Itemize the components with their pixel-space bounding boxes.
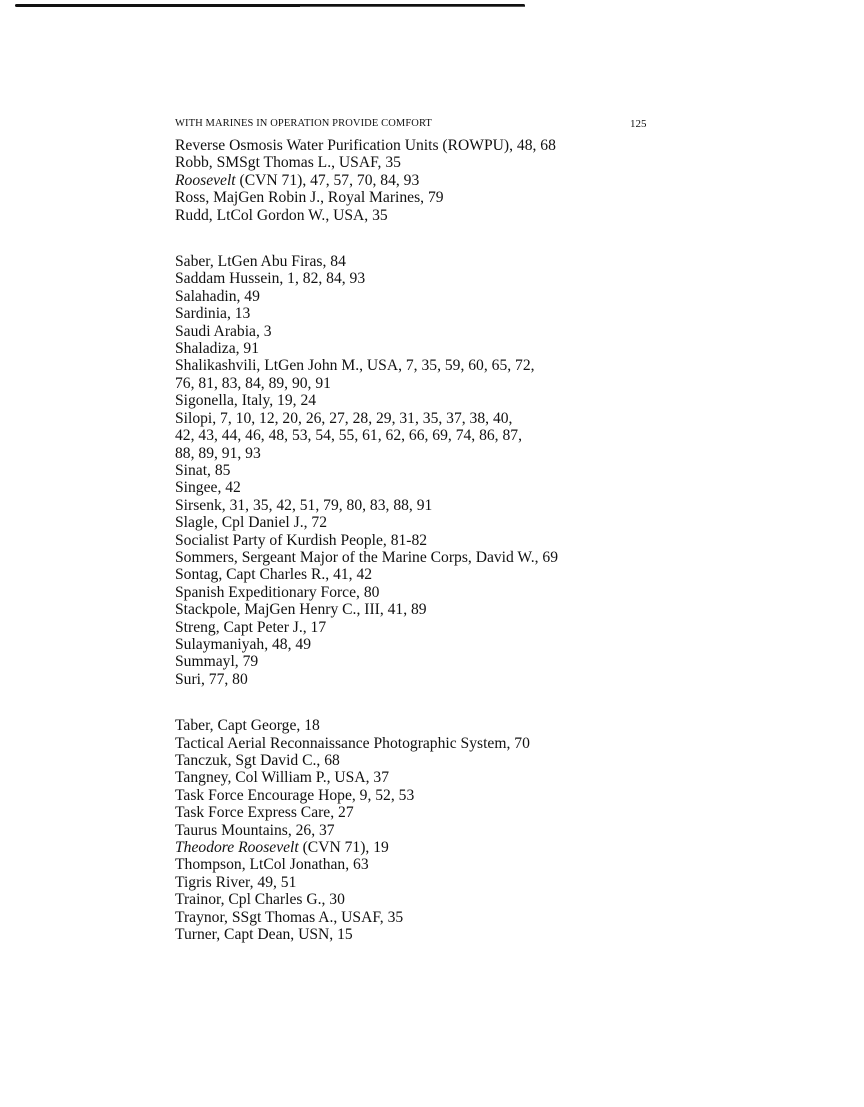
index-entry-line: [175, 253, 735, 271]
index-entry-line: [175, 635, 735, 653]
entry-text: Shaladiza, 91: [175, 340, 260, 358]
index-entry: [175, 717, 735, 734]
index-entry-line: [175, 270, 735, 288]
entry-text: Saudi Arabia, 3: [175, 322, 272, 340]
index-entry-line: [175, 340, 735, 358]
index-entry: [175, 357, 735, 392]
index-entry-line: [175, 566, 735, 584]
index-entry-line: [175, 734, 735, 752]
entry-text: 76, 81, 83, 84, 89, 90, 91: [175, 374, 331, 392]
index-entry-line: [175, 717, 735, 735]
italic-title: Theodore Roosevelt: [175, 839, 299, 857]
index-entry: [175, 804, 735, 821]
index-entry: [175, 891, 735, 908]
index-entry-line: [175, 444, 735, 462]
index-entry-line: [175, 427, 735, 445]
index-entry: [175, 839, 735, 856]
index-entry: [175, 601, 735, 618]
entry-text: Sardinia, 13: [175, 305, 251, 323]
entry-text: Sommers, Sergeant Major of the Marine Corps, David W., 69: [175, 548, 559, 566]
index-entry-line: [175, 548, 735, 566]
index-entry: [175, 137, 735, 154]
index-entry-line: [175, 392, 735, 410]
entry-text: Sigonella, Italy, 19, 24: [175, 392, 317, 410]
index-entry: [175, 253, 735, 270]
entry-text: Sinat, 85: [175, 461, 231, 479]
index-entry: [175, 532, 735, 549]
index-entry-line: [175, 137, 735, 154]
index-entry: [175, 735, 735, 752]
running-header: WITH MARINES IN OPERATION PROVIDE COMFORT: [175, 118, 432, 129]
entry-text: Traynor, SSgt Thomas A., USAF, 35: [175, 908, 404, 926]
index-entry-line: [175, 409, 735, 427]
entry-text: Trainor, Cpl Charles G., 30: [175, 891, 345, 909]
index-entry-line: [175, 322, 735, 340]
entry-text: Thompson, LtCol Jonathan, 63: [175, 856, 369, 874]
entry-text: Sirsenk, 31, 35, 42, 51, 79, 80, 83, 88, 91: [175, 496, 433, 514]
entry-text: Ross, MajGen Robin J., Royal Marines, 79: [175, 189, 444, 207]
entry-text: 42, 43, 44, 46, 48, 53, 54, 55, 61, 62, 66, 69, 74, 86, 87,: [175, 427, 522, 445]
index-entry: [175, 462, 735, 479]
index-entry-line: [175, 357, 735, 375]
index-entry: [175, 769, 735, 786]
entry-text: Rudd, LtCol Gordon W., USA, 35: [175, 206, 388, 224]
italic-title: Roosevelt: [175, 171, 236, 189]
index-entry-line: [175, 839, 735, 857]
entry-text: Reverse Osmosis Water Purification Units (ROWPU), 48, 68: [175, 137, 556, 154]
index-letter-group: [175, 717, 735, 943]
index-entry-line: [175, 873, 735, 891]
entry-text: Saber, LtGen Abu Firas, 84: [175, 253, 346, 271]
entry-text: Taber, Capt George, 18: [175, 717, 320, 735]
index-entry-line: [175, 189, 735, 207]
index-entry-line: [175, 154, 735, 172]
index-entry-line: [175, 479, 735, 497]
index-entry: [175, 207, 735, 224]
index-entry-line: [175, 821, 735, 839]
page-number: 125: [630, 118, 647, 130]
entry-text: Task Force Express Care, 27: [175, 804, 354, 822]
entry-text: Taurus Mountains, 26, 37: [175, 821, 335, 839]
index-entry: [175, 822, 735, 839]
index-entry-line: [175, 908, 735, 926]
entry-text: Turner, Capt Dean, USN, 15: [175, 926, 353, 944]
index-entry-line: [175, 786, 735, 804]
entry-text: Tigris River, 49, 51: [175, 873, 297, 891]
index-entry-line: [175, 856, 735, 874]
index-entry-line: [175, 514, 735, 532]
entry-text: Tangney, Col William P., USA, 37: [175, 769, 389, 787]
index-entry: [175, 479, 735, 496]
entry-text: Streng, Capt Peter J., 17: [175, 618, 327, 636]
index-list: [175, 137, 735, 972]
index-letter-group: [175, 253, 735, 688]
index-entry: [175, 856, 735, 873]
index-entry: [175, 340, 735, 357]
index-entry-line: [175, 305, 735, 323]
index-entry: [175, 909, 735, 926]
entry-text: Sulaymaniyah, 48, 49: [175, 635, 311, 653]
entry-text: Slagle, Cpl Daniel J., 72: [175, 514, 328, 532]
index-entry-line: [175, 583, 735, 601]
index-entry: [175, 584, 735, 601]
index-entry: [175, 619, 735, 636]
index-entry: [175, 497, 735, 514]
entry-text: Saddam Hussein, 1, 82, 84, 93: [175, 270, 366, 288]
entry-text: (CVN 71), 47, 57, 70, 84, 93: [235, 171, 420, 189]
index-entry-line: [175, 926, 735, 944]
index-entry: [175, 392, 735, 409]
index-entry: [175, 653, 735, 670]
index-entry-line: [175, 461, 735, 479]
index-entry: [175, 752, 735, 769]
index-entry: [175, 154, 735, 171]
index-entry: [175, 566, 735, 583]
entry-text: Silopi, 7, 10, 12, 20, 26, 27, 28, 29, 31, 35, 37, 38, 40,: [175, 409, 513, 427]
entry-text: Robb, SMSgt Thomas L., USAF, 35: [175, 154, 401, 172]
index-entry: [175, 172, 735, 189]
index-entry-line: [175, 769, 735, 787]
entry-text: Task Force Encourage Hope, 9, 52, 53: [175, 786, 415, 804]
index-entry: [175, 671, 735, 688]
index-entry-line: [175, 618, 735, 636]
entry-text: Socialist Party of Kurdish People, 81-82: [175, 531, 428, 549]
index-entry: [175, 514, 735, 531]
index-letter-group: [175, 137, 735, 224]
index-entry-line: [175, 752, 735, 769]
index-entry-line: [175, 531, 735, 549]
index-entry: [175, 270, 735, 287]
index-entry-line: [175, 804, 735, 822]
top-rule-thin: [300, 6, 525, 7]
index-entry: [175, 410, 735, 462]
index-entry: [175, 305, 735, 322]
index-entry: [175, 323, 735, 340]
entry-text: Sontag, Capt Charles R., 41, 42: [175, 566, 373, 584]
entry-text: Stackpole, MajGen Henry C., III, 41, 89: [175, 601, 427, 619]
index-entry-line: [175, 171, 735, 189]
index-entry-line: [175, 601, 735, 619]
index-entry: [175, 787, 735, 804]
entry-text: Summayl, 79: [175, 653, 259, 671]
index-entry: [175, 926, 735, 943]
index-entry: [175, 549, 735, 566]
index-entry: [175, 189, 735, 206]
entry-text: Tactical Aerial Reconnaissance Photographic System, 70: [175, 734, 530, 752]
index-entry-line: [175, 653, 735, 671]
entry-text: Salahadin, 49: [175, 287, 260, 305]
index-entry-line: [175, 287, 735, 305]
index-entry-line: [175, 496, 735, 514]
index-entry: [175, 636, 735, 653]
entry-text: Suri, 77, 80: [175, 670, 248, 688]
entry-text: 88, 89, 91, 93: [175, 444, 261, 462]
index-entry-line: [175, 670, 735, 688]
index-entry: [175, 874, 735, 891]
entry-text: Shalikashvili, LtGen John M., USA, 7, 35, 59, 60, 65, 72,: [175, 357, 535, 375]
entry-text: (CVN 71), 19: [298, 839, 389, 857]
entry-text: Spanish Expeditionary Force, 80: [175, 583, 380, 601]
entry-text: Tanczuk, Sgt David C., 68: [175, 752, 340, 769]
index-entry-line: [175, 374, 735, 392]
index-entry: [175, 288, 735, 305]
index-entry-line: [175, 891, 735, 909]
entry-text: Singee, 42: [175, 479, 241, 497]
index-entry-line: [175, 206, 735, 224]
